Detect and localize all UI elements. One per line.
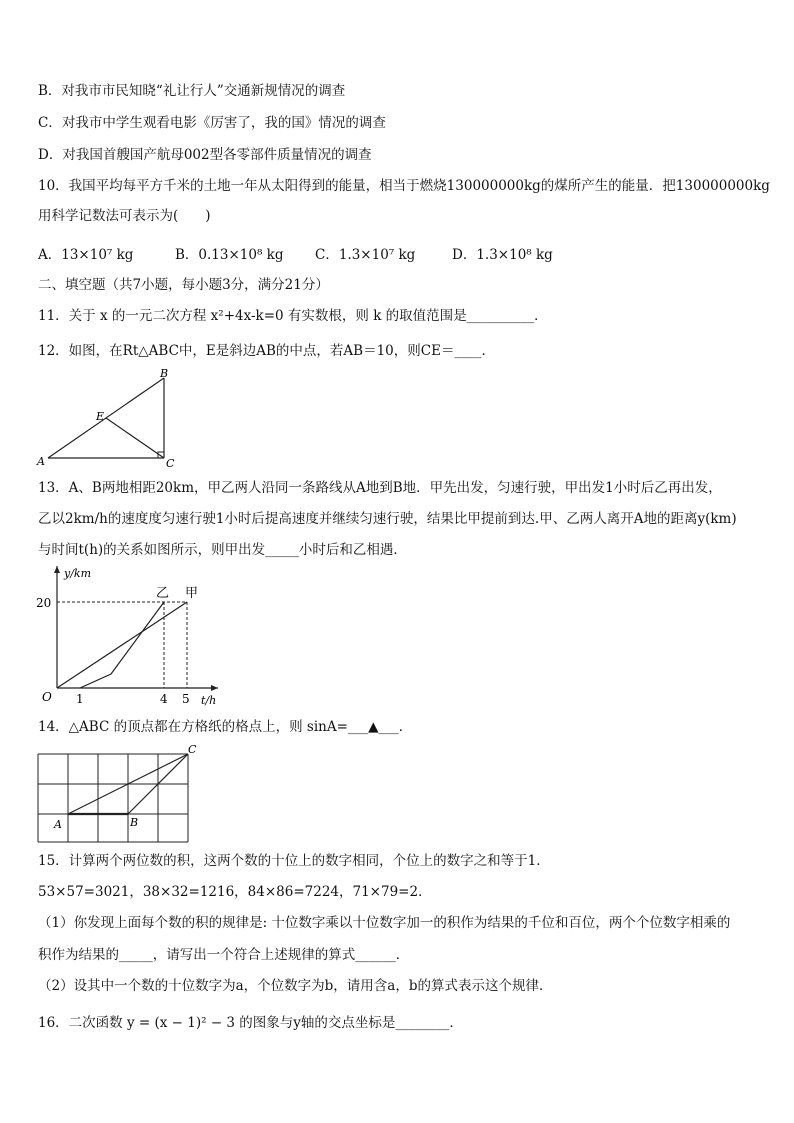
fig14-label-b: B bbox=[130, 816, 139, 829]
option-c: C．对我市中学生观看电影《厉害了，我的国》情况的调查 bbox=[38, 115, 386, 131]
question-15-part2: （2）设其中一个数的十位数字为a，个位数字为b，请用含a，b的算式表示这个规律． bbox=[38, 978, 553, 994]
question-10-line1: 10．我国平均每平方千米的土地一年从太阳得到的能量，相当于燃烧130000000kg的煤所产生的能量．把130000000kg bbox=[38, 178, 770, 194]
fig13-x-tick-1: 1 bbox=[76, 692, 84, 706]
question-13-line3: 与时间t(h)的关系如图所示，则甲出发_____小时后和乙相遇． bbox=[38, 542, 407, 558]
fig13-origin-label: O bbox=[42, 690, 52, 704]
fig13-series-label-yi: 乙 bbox=[156, 586, 170, 601]
section-heading-fill-in: 二、填空题（共7小题，每小题3分，满分21分） bbox=[38, 277, 329, 293]
question-15-part1-line2: 积作为结果的_____，请写出一个符合上述规律的算式______． bbox=[38, 947, 410, 963]
fig12-label-c: C bbox=[166, 457, 175, 470]
question-14: 14．△ABC 的顶点都在方格纸的格点上，则 sinA=___▲___． bbox=[38, 719, 413, 735]
figure-distance-time-graph bbox=[30, 560, 230, 712]
q10-option-c: C．1.3×10⁷ kg bbox=[315, 247, 416, 263]
fig14-label-c: C bbox=[188, 743, 197, 756]
question-11: 11．关于 x 的一元二次方程 x²+4x-k=0 有实数根，则 k 的取值范围是__________． bbox=[38, 308, 548, 324]
fig13-y-tick-20: 20 bbox=[36, 596, 52, 610]
q10-option-a: A．13×10⁷ kg bbox=[38, 247, 134, 263]
fig12-label-b: B bbox=[160, 367, 169, 380]
question-13-line2: 乙以2km/h的速度度匀速行驶1小时后提高速度并继续匀速行驶，结果比甲提前到达.甲、乙两人离开A地的距离y(km) bbox=[38, 511, 737, 527]
fig13-x-axis-label: t/h bbox=[201, 694, 217, 707]
figure-grid-triangle bbox=[30, 742, 210, 846]
question-12: 12．如图，在Rt△ABC中，E是斜边AB的中点，若AB＝10，则CE＝____． bbox=[38, 343, 495, 359]
question-13-line1: 13．A、B两地相距20km，甲乙两人沿同一条路线从A地到B地．甲先出发，匀速行驶，甲出发1小时后乙再出发， bbox=[38, 480, 722, 496]
q10-option-d: D．1.3×10⁸ kg bbox=[452, 247, 553, 263]
question-15-line1: 15．计算两个两位数的积，这两个数的十位上的数字相同，个位上的数字之和等于1． bbox=[38, 853, 550, 869]
figure-right-triangle bbox=[30, 366, 190, 472]
question-15-examples: 53×57=3021，38×32=1216，84×86=7224，71×79=2． bbox=[38, 884, 432, 900]
fig13-series-label-jia: 甲 bbox=[185, 586, 199, 601]
fig13-x-tick-5: 5 bbox=[182, 692, 190, 706]
option-d: D．对我国首艘国产航母002型各零部件质量情况的调查 bbox=[38, 147, 372, 163]
fig13-x-tick-4: 4 bbox=[160, 692, 168, 706]
fig14-label-a: A bbox=[54, 818, 62, 831]
fig13-y-axis-label: y/km bbox=[64, 567, 92, 580]
q10-option-b: B．0.13×10⁸ kg bbox=[175, 247, 284, 263]
question-10-options bbox=[38, 243, 758, 263]
question-15-part1-line1: （1）你发现上面每个数的积的规律是: 十位数字乘以十位数字加一的积作为结果的千位和百位，两个个位数字相乘的 bbox=[38, 915, 731, 931]
question-16: 16．二次函数 y = (x − 1)² − 3 的图象与y轴的交点坐标是________． bbox=[38, 1015, 463, 1031]
question-10-line2: 用科学记数法可表示为( ) bbox=[38, 208, 211, 224]
option-b: B．对我市市民知晓“礼让行人”交通新规情况的调查 bbox=[38, 83, 346, 99]
fig12-label-e: E bbox=[96, 410, 105, 423]
fig12-label-a: A bbox=[37, 455, 45, 468]
